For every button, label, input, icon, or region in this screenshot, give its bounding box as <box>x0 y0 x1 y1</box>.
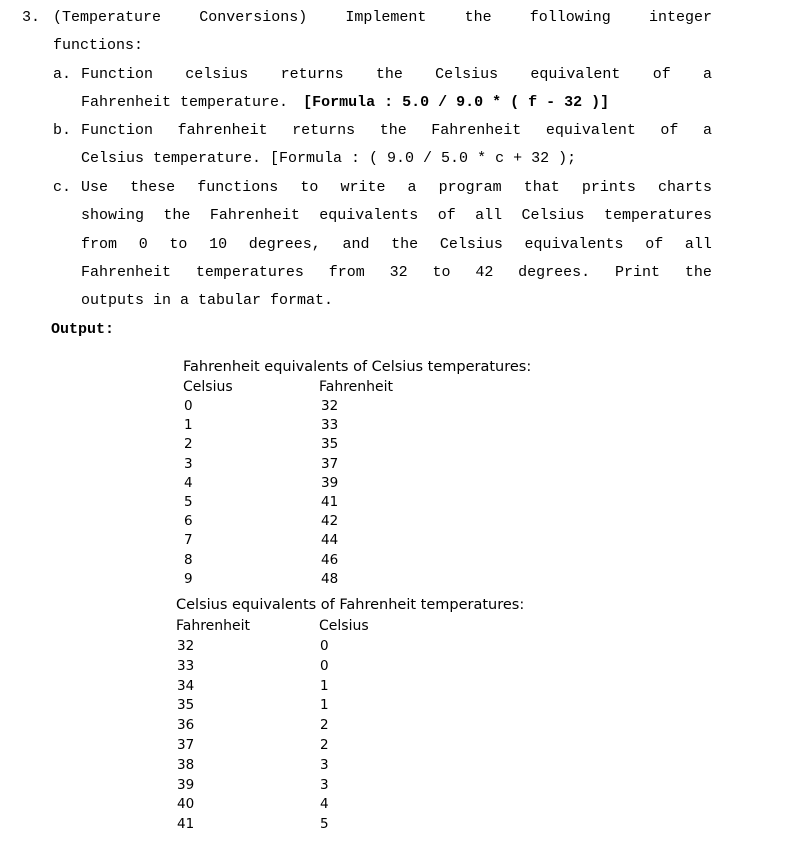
word: from <box>328 264 365 281</box>
word: equivalent <box>530 66 621 83</box>
word: prints <box>581 179 636 196</box>
table-cell: 4 <box>320 796 329 813</box>
item-c-line-2 <box>81 202 712 230</box>
word: these <box>130 179 176 196</box>
table-cell: 37 <box>177 737 195 753</box>
word: returns <box>280 66 344 83</box>
word: (Temperature <box>53 9 162 26</box>
word: all <box>475 207 503 224</box>
table-cell: 2 <box>184 436 193 453</box>
table-cell: 0 <box>320 638 329 654</box>
word: 10 <box>209 236 228 253</box>
table-cell: 5 <box>184 494 193 510</box>
item-a-text: Fahrenheit temperature. <box>81 94 289 111</box>
word: and <box>342 236 370 253</box>
word: a <box>702 122 712 139</box>
word: Use <box>81 179 109 196</box>
item-a-label: a. <box>53 66 72 83</box>
table-cell: 32 <box>177 638 195 654</box>
item-c-line-1 <box>81 174 712 202</box>
word: 32 <box>389 264 408 281</box>
word: to <box>432 264 451 281</box>
table-cell: 0 <box>184 398 193 414</box>
word: a <box>702 66 712 83</box>
table-cell: 39 <box>177 776 195 793</box>
word: returns <box>292 122 356 139</box>
word: Fahrenheit <box>209 207 300 224</box>
word: celsius <box>185 66 249 83</box>
table-cell: 2 <box>320 737 329 753</box>
word: Celsius <box>435 66 499 83</box>
word: Celsius <box>439 236 503 253</box>
word: write <box>340 179 386 196</box>
word: the <box>391 236 419 253</box>
table-cell: 40 <box>177 796 195 813</box>
word: equivalent <box>545 122 636 139</box>
word: of <box>660 122 679 139</box>
table-cell: 46 <box>321 551 339 568</box>
word: Fahrenheit <box>81 264 172 281</box>
table-cell: 36 <box>177 717 195 734</box>
table-cell: 34 <box>177 677 195 694</box>
word: of <box>645 236 664 253</box>
word: charts <box>657 179 712 196</box>
table-cell: 48 <box>321 570 339 587</box>
problem-line-2: functions: <box>53 37 144 54</box>
word: temperatures <box>195 264 304 281</box>
word: following <box>529 9 611 26</box>
table-cell: 9 <box>184 570 193 587</box>
word: 42 <box>475 264 494 281</box>
table2-header-fahrenheit: Fahrenheit <box>176 618 251 634</box>
table1-header-fahrenheit: Fahrenheit <box>319 379 394 395</box>
table-cell: 39 <box>321 474 339 491</box>
table-cell: 7 <box>184 532 193 549</box>
word: functions <box>197 179 279 196</box>
table-cell: 1 <box>320 697 329 714</box>
table-cell: 32 <box>321 398 339 414</box>
problem-line-1 <box>53 4 712 32</box>
word: equivalents <box>524 236 624 253</box>
table-cell: 33 <box>177 657 195 674</box>
table-cell: 41 <box>321 494 339 510</box>
item-a-line-2 <box>81 89 609 117</box>
table-cell: 41 <box>177 816 195 833</box>
table-cell: 35 <box>321 436 339 453</box>
table-cell: 38 <box>177 756 195 773</box>
table-cell: 4 <box>184 474 193 491</box>
word: the <box>375 66 403 83</box>
word: showing <box>81 207 145 224</box>
table-cell: 0 <box>320 657 329 674</box>
word: to <box>300 179 319 196</box>
table-cell: 6 <box>184 513 193 530</box>
word: to <box>169 236 188 253</box>
table-cell: 8 <box>184 551 193 568</box>
item-c-line-5: outputs in a tabular format. <box>81 292 334 309</box>
item-a-formula: [Formula : 5.0 / 9.0 * ( f - 32 )] <box>303 94 610 111</box>
word: Celsius <box>521 207 585 224</box>
table-cell: 2 <box>320 717 329 734</box>
word: fahrenheit <box>177 122 268 139</box>
table-cell: 37 <box>321 455 339 472</box>
word: all <box>684 236 712 253</box>
table-cell: 44 <box>321 532 339 549</box>
problem-number: 3. <box>22 9 41 26</box>
item-b-label: b. <box>53 122 72 139</box>
word: Function <box>81 66 154 83</box>
word: degrees. <box>518 264 591 281</box>
output-label: Output: <box>51 321 115 338</box>
word: of <box>437 207 456 224</box>
table2-title: Celsius equivalents of Fahrenheit temperatures: <box>176 597 525 613</box>
word: Print <box>615 264 661 281</box>
word: degrees, <box>248 236 321 253</box>
table-cell: 1 <box>184 417 193 434</box>
table-cell: 42 <box>321 513 339 530</box>
table-cell: 3 <box>184 455 193 472</box>
word: of <box>652 66 671 83</box>
item-c-line-3 <box>81 231 712 259</box>
table-cell: 3 <box>320 776 329 793</box>
word: the <box>464 9 492 26</box>
table1-header-celsius: Celsius <box>183 379 233 395</box>
table2-header-celsius: Celsius <box>319 618 369 634</box>
table1-title: Fahrenheit equivalents of Celsius temperatures: <box>183 359 532 375</box>
item-b-line-2: Celsius temperature. [Formula : ( 9.0 / 5.0 * c + 32 ); <box>81 150 577 167</box>
word: Fahrenheit <box>431 122 522 139</box>
word: Implement <box>345 9 427 26</box>
word: the <box>379 122 407 139</box>
word: equivalents <box>319 207 419 224</box>
table-cell: 5 <box>320 816 329 833</box>
item-b-line-1 <box>81 117 712 145</box>
word: program <box>438 179 502 196</box>
word: integer <box>648 9 712 26</box>
item-a-line-1 <box>81 61 712 89</box>
word: 0 <box>138 236 148 253</box>
item-c-label: c. <box>53 179 72 196</box>
table-cell: 1 <box>320 677 329 694</box>
word: temperatures <box>603 207 712 224</box>
item-c-line-4 <box>81 259 712 287</box>
table-cell: 3 <box>320 756 329 773</box>
word: the <box>684 264 712 281</box>
word: Conversions) <box>199 9 308 26</box>
word: a <box>407 179 417 196</box>
word: Function <box>81 122 154 139</box>
table-cell: 33 <box>321 417 339 434</box>
table-cell: 35 <box>177 697 195 714</box>
word: from <box>81 236 118 253</box>
word: that <box>523 179 560 196</box>
word: the <box>163 207 191 224</box>
